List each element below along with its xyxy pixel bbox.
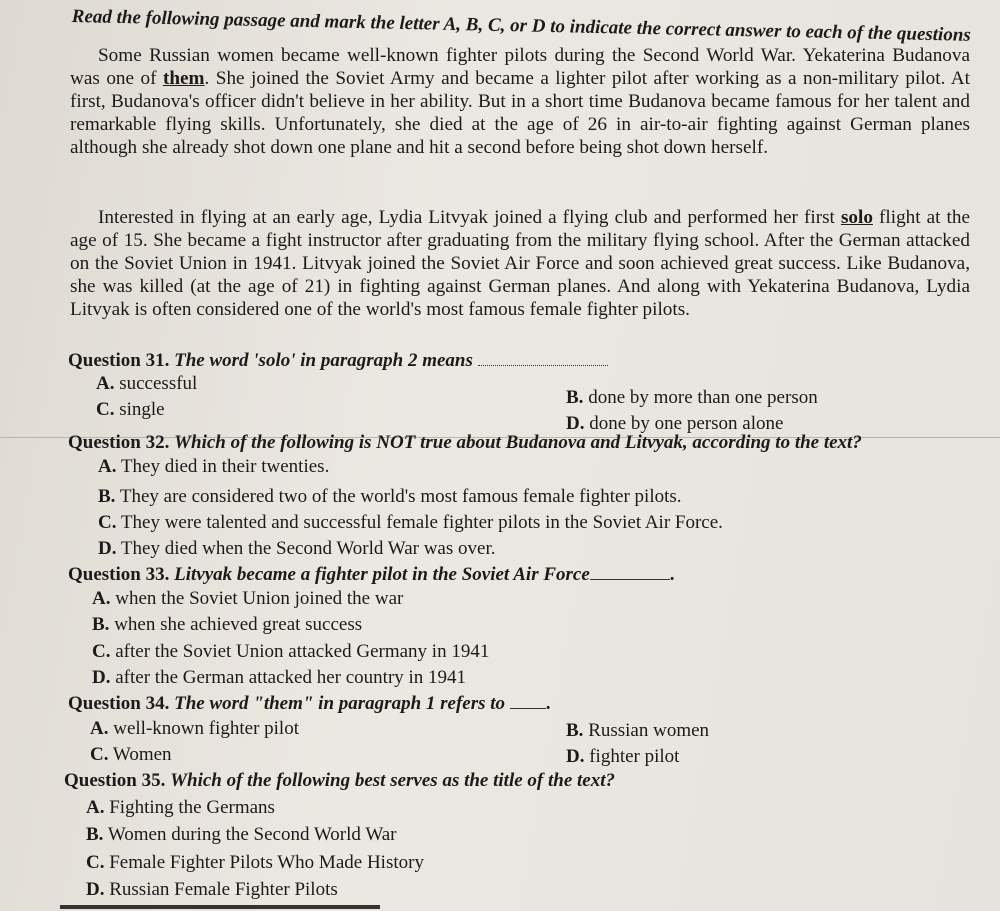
q35-option-d[interactable]: D. Russian Female Fighter Pilots (86, 879, 338, 900)
q31-option-c[interactable]: C. single (96, 399, 165, 420)
q34-option-a[interactable]: A. well-known fighter pilot (90, 718, 299, 739)
paragraph-2: Interested in flying at an early age, Lydia Litvyak joined a flying club and performed her first solo flight at the age of 15. She became a fight instructor after graduating from the military flying school. After the German attacked on the Soviet Union in 1941. Litvyak joined the Soviet Air Force and soon achieved great success. Like Budanova, she was killed (at the age of 21) in fighting against German planes. And along with Yekaterina Budanova, Lydia Litvyak is often considered one of the world's most famous female fighter pilots. (70, 207, 971, 320)
q31-option-d[interactable]: D. done by one person alone (566, 413, 784, 434)
q33-option-c[interactable]: C. after the Soviet Union attacked Germany in 1941 (92, 641, 490, 662)
q33-option-d[interactable]: D. after the German attacked her country in 1941 (92, 667, 467, 688)
paragraph-1: Some Russian women became well-known fighter pilots during the Second World War. Yekaterina Budanova was one of them. She joined the Soviet Army and became a lighter pilot after working as a non-military pilot. At first, Budanova's officer didn't believe in her ability. But in a short time Budanova became famous for her talent and remarkable flying skills. Unfortunately, she died at the age of 26 in air-to-air fighting against German planes although she already shot down one plane and hit a second before being shot down herself. (70, 45, 970, 158)
instructions: Read the following passage and mark the letter A, B, C, or D to indicate the correct answer to each of the questions (71, 6, 972, 46)
q34-option-b[interactable]: B. Russian women (566, 720, 710, 741)
q32-option-a[interactable]: A. They died in their twenties. (98, 456, 330, 477)
q35-option-b[interactable]: B. Women during the Second World War (86, 824, 397, 845)
question-34: Question 34. The word "them" in paragraph 1 refers to . (68, 693, 551, 714)
question-32: Question 32. Which of the following is NOT true about Budanova and Litvyak, according to the text? (68, 432, 862, 453)
question-35: Question 35. Which of the following best serves as the title of the text? (64, 770, 616, 791)
q35-option-a[interactable]: A. Fighting the Germans (86, 797, 275, 818)
q32-option-b[interactable]: B. They are considered two of the world's most famous female fighter pilots. (98, 486, 682, 507)
q33-option-b[interactable]: B. when she achieved great success (92, 614, 363, 635)
q31-option-b[interactable]: B. done by more than one person (566, 387, 818, 408)
question-33: Question 33. Litvyak became a fighter pilot in the Soviet Air Force . (68, 564, 675, 585)
q34-option-c[interactable]: C. Women (90, 744, 172, 765)
q32-option-d[interactable]: D. They died when the Second World War was over. (98, 538, 496, 559)
word-solo: solo (840, 207, 873, 228)
question-31: Question 31. The word 'solo' in paragraph 2 means (68, 350, 608, 372)
q35-option-c[interactable]: C. Female Fighter Pilots Who Made History (86, 852, 424, 873)
word-them: them (162, 68, 205, 89)
bottom-rule (60, 905, 380, 909)
q34-option-d[interactable]: D. fighter pilot (566, 746, 680, 767)
q32-option-c[interactable]: C. They were talented and successful female fighter pilots in the Soviet Air Force. (98, 512, 723, 533)
q33-option-a[interactable]: A. when the Soviet Union joined the war (92, 588, 404, 609)
q31-option-a[interactable]: A. successful (96, 373, 198, 394)
